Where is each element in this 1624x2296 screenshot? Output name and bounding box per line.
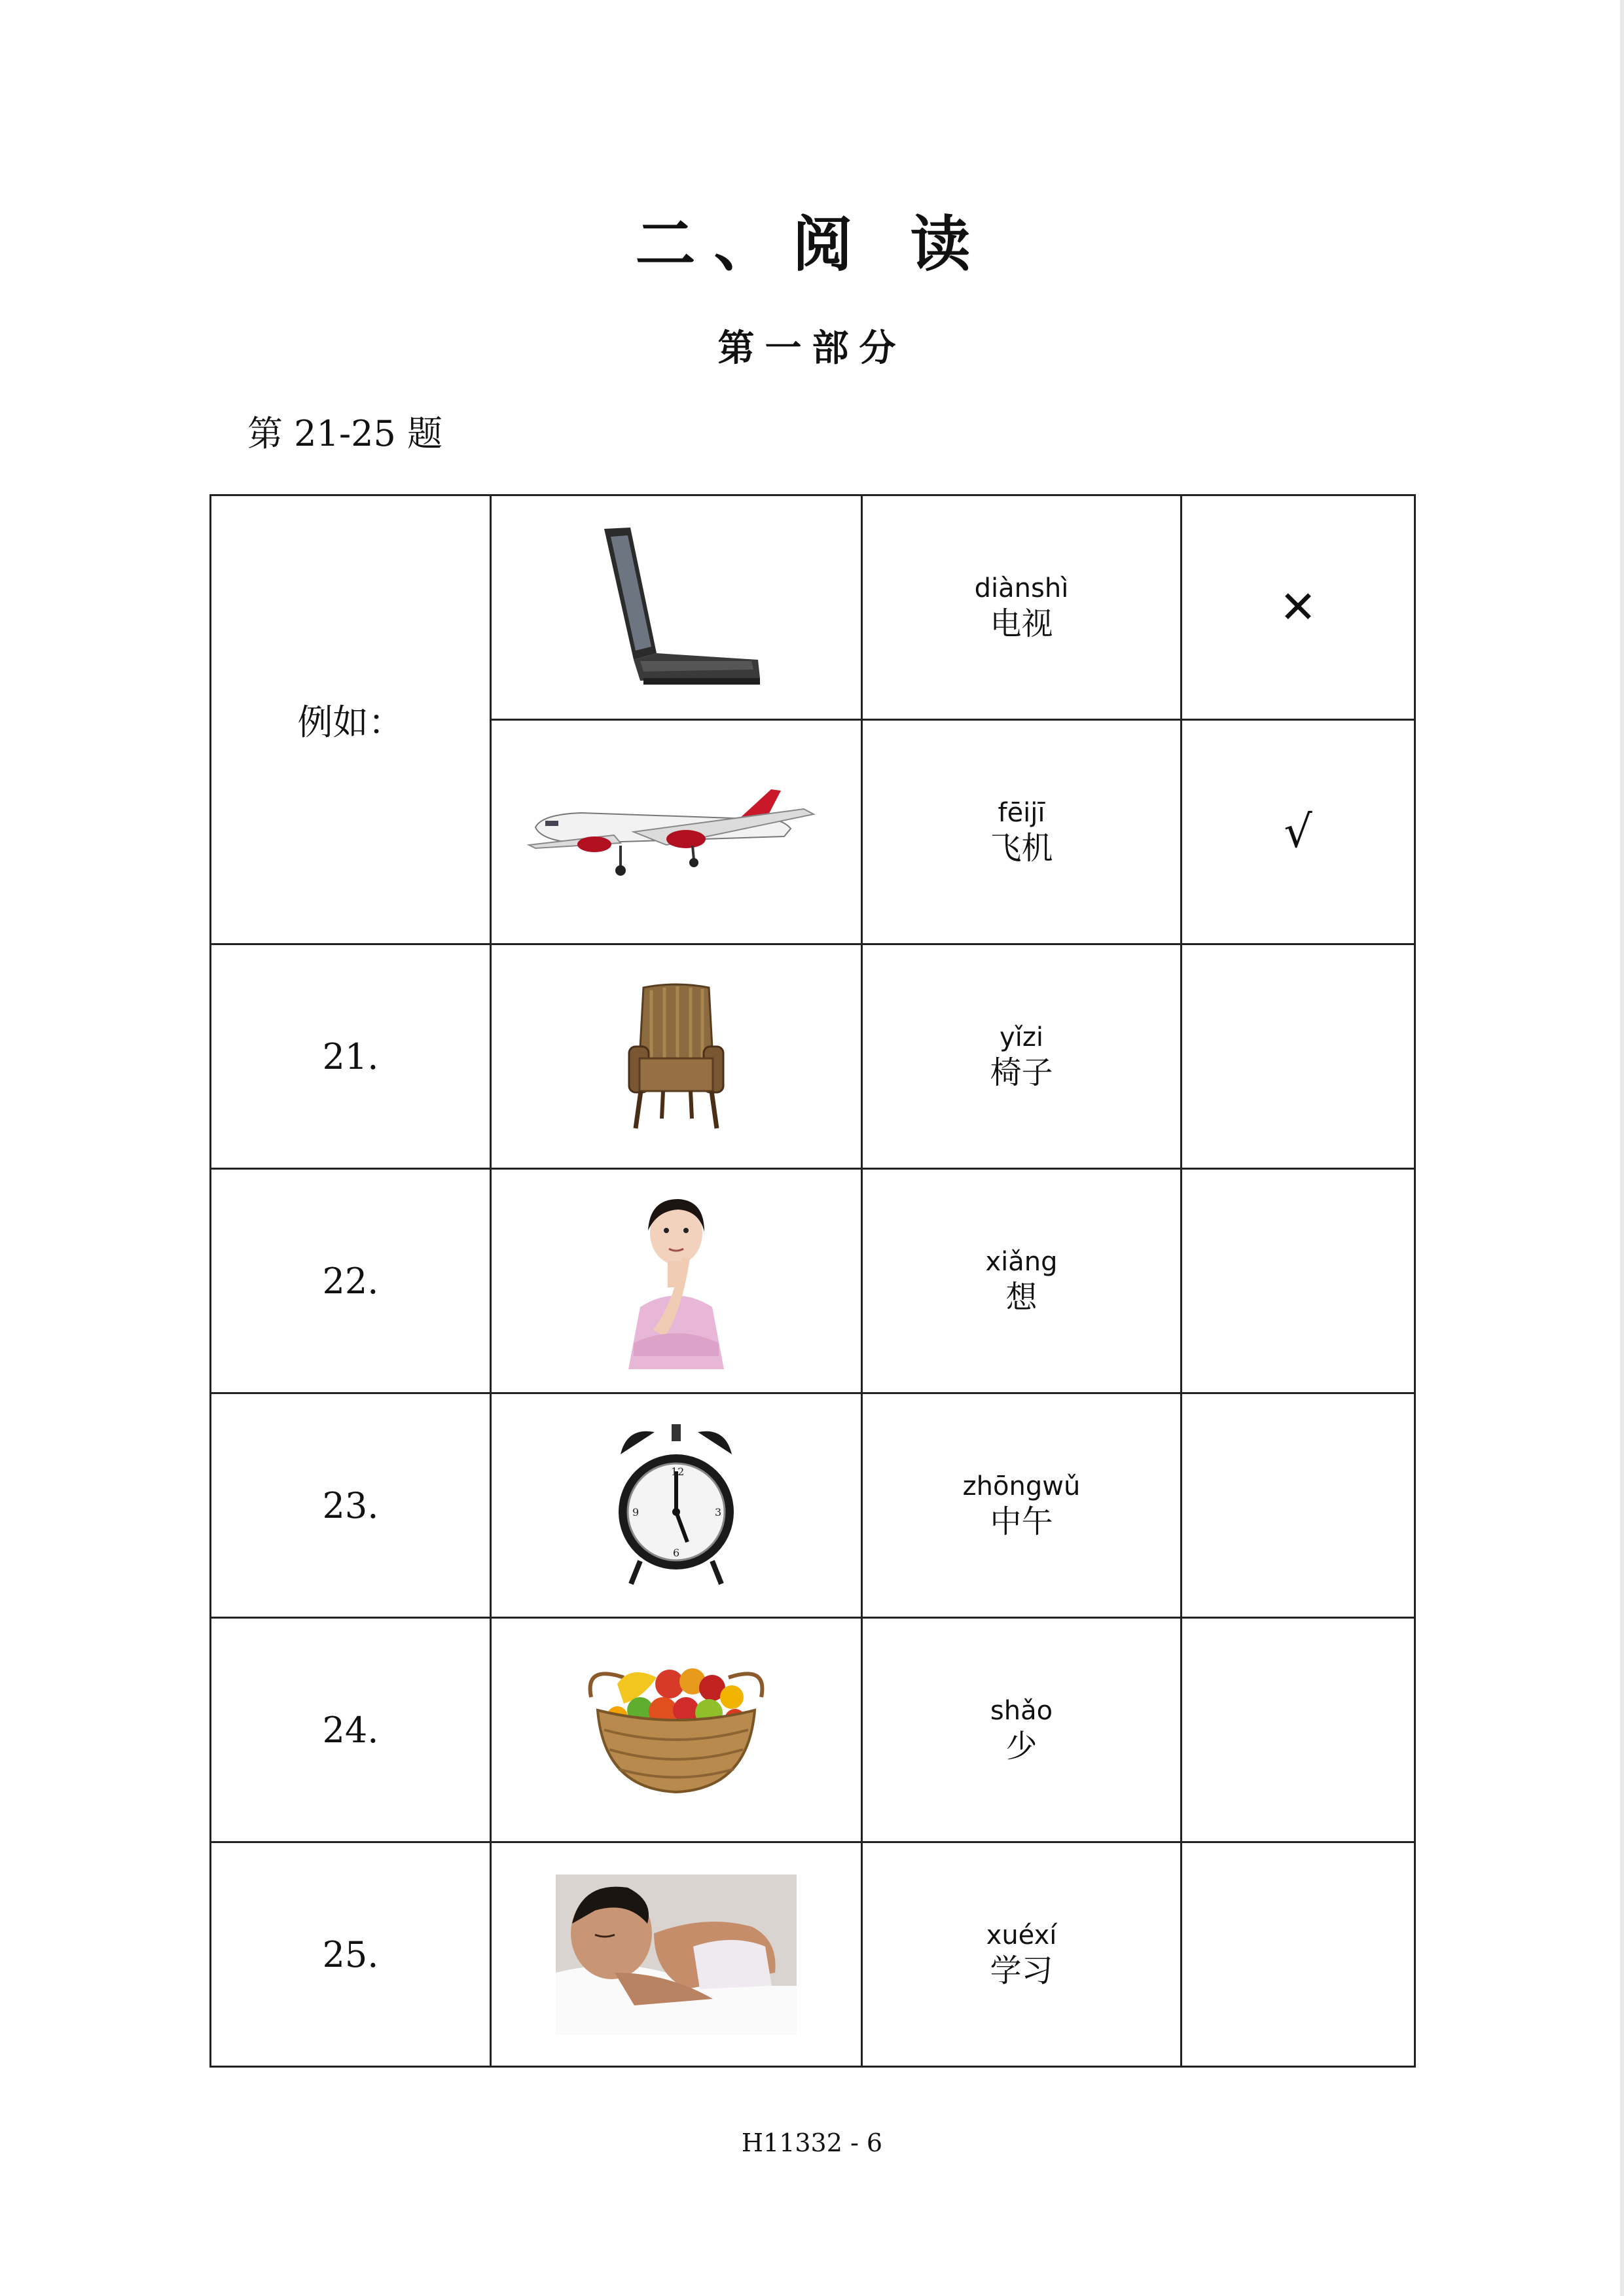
fruit-basket-icon <box>578 1658 774 1802</box>
picture-cell <box>491 944 862 1169</box>
page-footer: H11332 - 6 <box>741 2128 883 2157</box>
question-number: 22. <box>211 1169 491 1393</box>
section-title: 二、阅 读 <box>635 209 989 279</box>
picture-cell <box>491 720 862 944</box>
answer-cell[interactable] <box>1182 495 1415 720</box>
word-cell <box>862 495 1182 720</box>
pinyin-text: fēijī <box>998 798 1045 828</box>
pinyin-text: yǐzi <box>1000 1022 1043 1052</box>
question-number: 25. <box>211 1842 491 2067</box>
answer-cell[interactable] <box>1182 720 1415 944</box>
hanzi-text: 飞机 <box>990 830 1053 867</box>
word-cell <box>862 1618 1182 1842</box>
picture-cell <box>491 1618 862 1842</box>
thinking-woman-icon <box>614 1193 738 1369</box>
answer-cell[interactable] <box>1182 1393 1415 1618</box>
svg-text:12: 12 <box>671 1465 685 1478</box>
question-row-23 <box>211 1393 1415 1618</box>
pinyin-text: diànshì <box>974 573 1069 603</box>
example-label: 例如： <box>211 495 491 944</box>
pinyin-text: zhōngwǔ <box>962 1471 1081 1501</box>
question-row-21 <box>211 944 1415 1169</box>
armchair-icon <box>617 981 735 1132</box>
word-cell <box>862 720 1182 944</box>
word-cell <box>862 944 1182 1169</box>
picture-cell <box>491 1393 862 1618</box>
cross-mark: ✕ <box>1279 581 1317 634</box>
word-cell <box>862 1393 1182 1618</box>
sleeping-man-icon <box>556 1874 797 2035</box>
svg-text:3: 3 <box>715 1506 722 1518</box>
question-range: 第 21-25 题 <box>247 413 443 454</box>
laptop-icon <box>578 522 774 692</box>
hanzi-text: 电视 <box>990 605 1053 642</box>
pinyin-text: shǎo <box>990 1696 1053 1726</box>
question-row-25 <box>211 1842 1415 2067</box>
picture-cell <box>491 1842 862 2067</box>
alarm-clock-icon <box>614 1420 738 1590</box>
question-number: 21. <box>211 944 491 1169</box>
svg-text:9: 9 <box>632 1506 640 1518</box>
pinyin-text: xuéxí <box>986 1920 1057 1950</box>
hanzi-text: 中午 <box>990 1503 1053 1540</box>
picture-cell <box>491 495 862 720</box>
question-row-22 <box>211 1169 1415 1393</box>
airplane-icon <box>522 783 830 881</box>
word-cell <box>862 1842 1182 2067</box>
hanzi-text: 少 <box>1005 1728 1038 1765</box>
answer-cell[interactable] <box>1182 944 1415 1169</box>
picture-cell <box>491 1169 862 1393</box>
example-row-laptop <box>211 495 1415 720</box>
svg-text:6: 6 <box>673 1547 680 1559</box>
question-number: 24. <box>211 1618 491 1842</box>
answer-cell[interactable] <box>1182 1169 1415 1393</box>
question-number: 23. <box>211 1393 491 1618</box>
check-mark: √ <box>1284 806 1312 858</box>
pinyin-text: xiǎng <box>985 1247 1058 1277</box>
part-title: 第一部分 <box>717 327 907 370</box>
hanzi-text: 椅子 <box>990 1054 1053 1091</box>
hanzi-text: 学习 <box>990 1952 1053 1989</box>
hanzi-text: 想 <box>1005 1279 1038 1316</box>
answer-cell[interactable] <box>1182 1842 1415 2067</box>
word-cell <box>862 1169 1182 1393</box>
question-table <box>209 494 1416 2068</box>
answer-cell[interactable] <box>1182 1618 1415 1842</box>
question-row-24 <box>211 1618 1415 1842</box>
